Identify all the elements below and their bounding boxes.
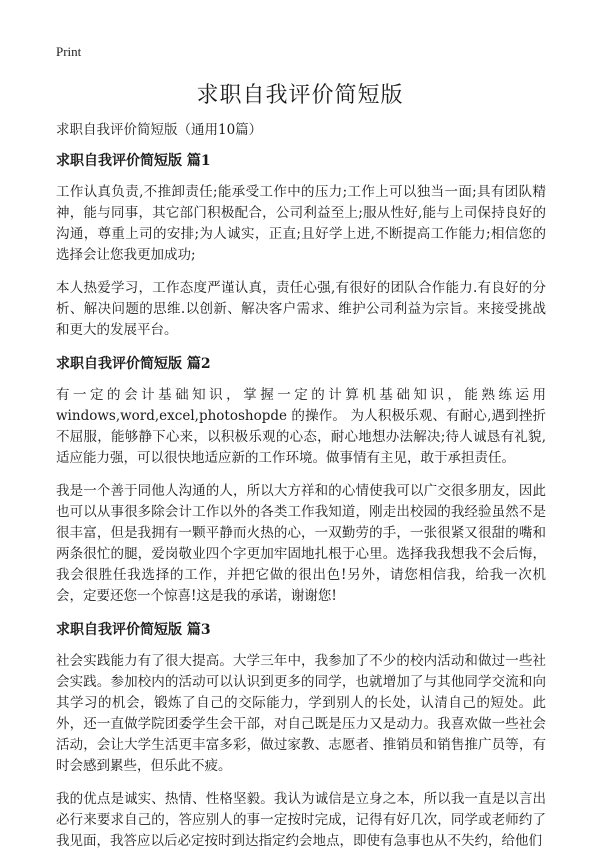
document-body bbox=[56, 120, 546, 864]
paragraph: 社会实践能力有了很大提高。大学三年中，我参加了不少的校内活动和做过一些社会实践。参加校内的活动可以认识到更多的同学，也就增加了与其他同学交流和向其学习的机会，锻炼了自己的交际能力，学到别人的长处，认清自己的短处。此外，还一直做学院团委学生会干部，对自己既是压力又是动力。我喜欢做一些社会活动，会让大学生活更丰富多彩，做过家教、志愿者、推销员和销售推广员等，有时会感到累些，但乐此不疲。 bbox=[56, 653, 546, 774]
paragraph: 我的优点是诚实、热情、性格坚毅。我认为诚信是立身之本，所以我一直是以言出必行来要求自己的，答应别人的事一定按时完成，记得有好几次，同学或老师约了我见面，我答应以后必定按时到达指定约会地点，即使有急事也从不失约，给他们 bbox=[56, 791, 546, 849]
section-heading: 求职自我评价简短版 篇2 bbox=[56, 356, 211, 372]
paragraph: 本人热爱学习，工作态度严谨认真，责任心强,有很好的团队合作能力.有良好的分析、解决问题的思维.以创新、解决客户需求、维护公司利益为宗旨。来接受挑战和更大的发展平台。 bbox=[56, 280, 546, 338]
print-label: Print bbox=[56, 44, 82, 59]
section-heading: 求职自我评价简短版 篇1 bbox=[56, 153, 211, 169]
document-subtitle: 求职自我评价简短版（通用10篇） bbox=[56, 122, 263, 138]
section-heading: 求职自我评价简短版 篇3 bbox=[56, 622, 211, 638]
page-title: 求职自我评价简短版 bbox=[196, 83, 404, 108]
paragraph: 工作认真负责,不推卸责任;能承受工作中的压力;工作上可以独当一面;具有团队精神，能与同事，其它部门积极配合，公司利益至上;服从性好,能与上司保持良好的沟通，尊重上司的安排;为人诚实，正直;且好学上进,不断提高工作能力;相信您的选择会让您我更加成功; bbox=[56, 184, 546, 263]
paragraph: 有一定的会计基础知识，掌握一定的计算机基础知识，能熟练运用windows,word,excel,photoshopde 的操作。 为人积极乐观、有耐心,遇到挫折不屈服，能够静下心来，以积极乐观的心态，耐心地想办法解决;待人诚恳有礼貌,适应能力强，可以很快地适应新的工作环境。做事情有主见，敢于承担责任。 bbox=[56, 387, 546, 466]
section-2 bbox=[56, 353, 546, 607]
section-3 bbox=[56, 619, 546, 852]
section-1 bbox=[56, 150, 546, 341]
paragraph: 我是一个善于同他人沟通的人，所以大方祥和的心情使我可以广交很多朋友，因此也可以从事很多除会计工作以外的各类工作我知道，刚走出校园的我经验虽然不是很丰富，但是我拥有一颗平静而火热的心，一双勤劳的手，一张很紧又很甜的嘴和两条很忙的腿，爱岗敬业四个字更加牢固地扎根于心里。选择我我想我不会后悔，我会很胜任我选择的工作，并把它做的很出色!另外，请您相信我，给我一次机会，定要还您一个惊喜!这是我的承诺，谢谢您! bbox=[56, 483, 546, 604]
